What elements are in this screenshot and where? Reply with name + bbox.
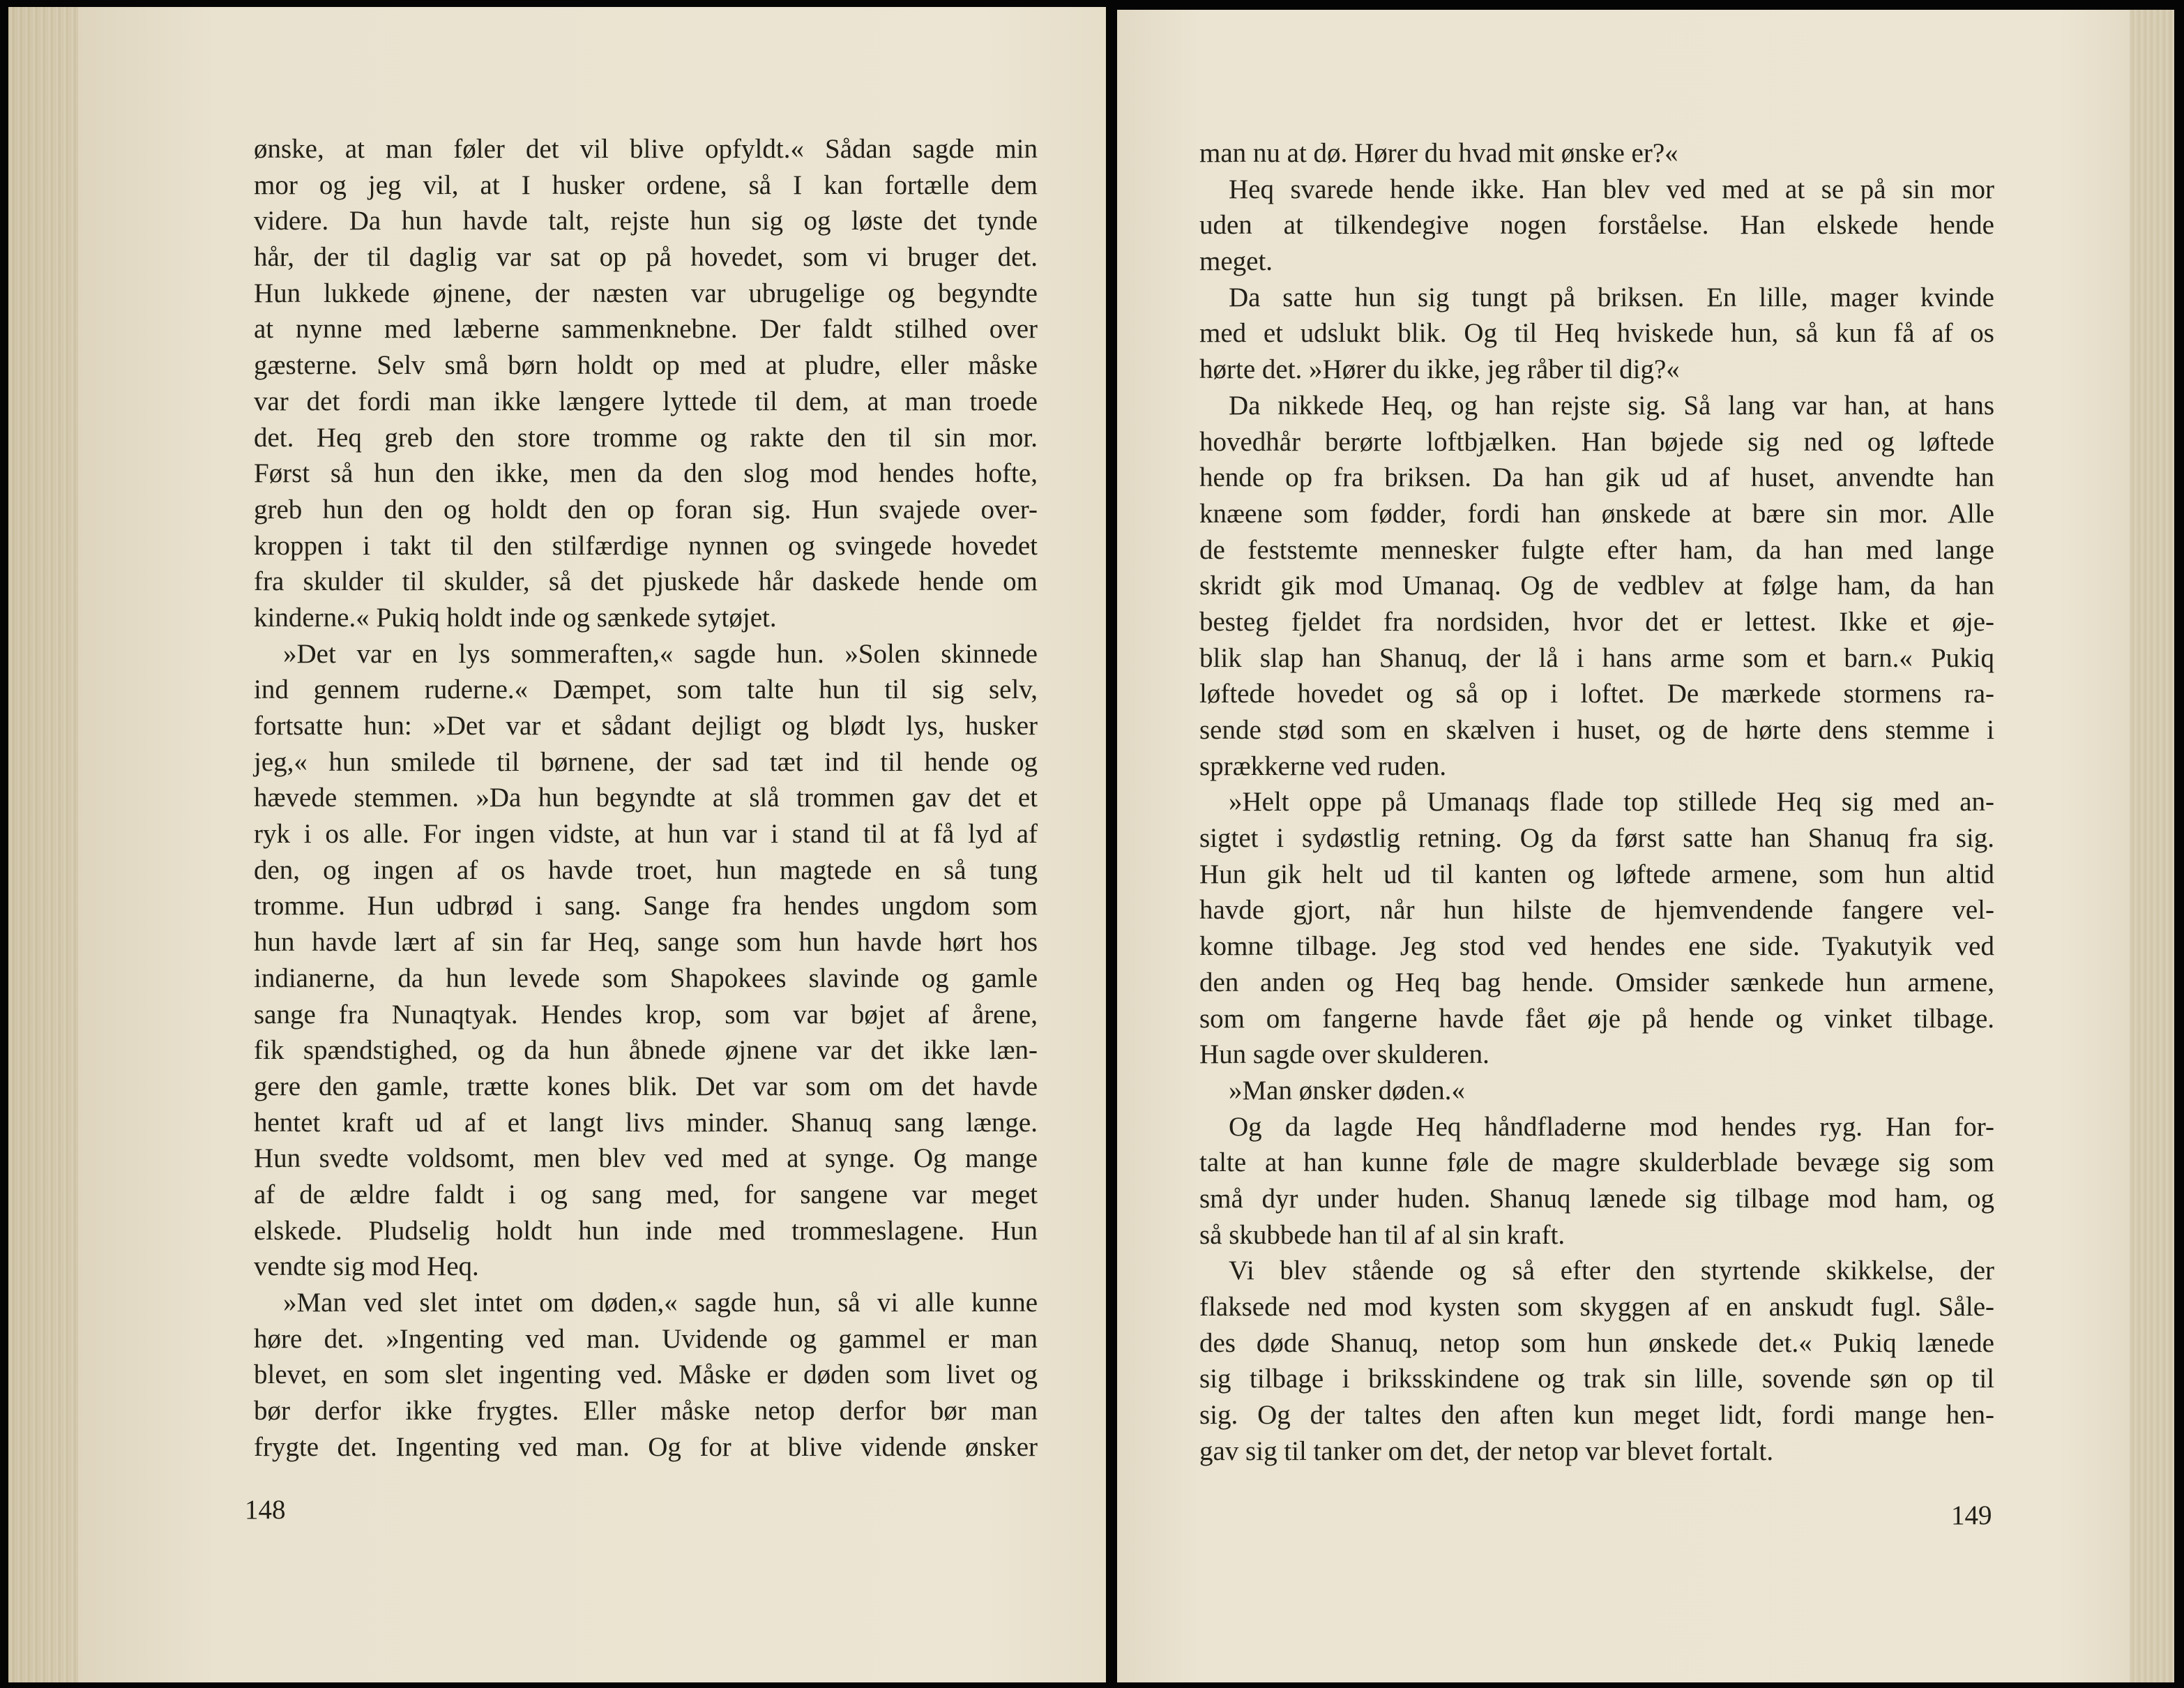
text-line: indianerne, da hun levede som Shapokees slavinde og gamle xyxy=(254,963,1038,993)
text-line: »Man ved slet intet om døden,« sagde hun, så vi alle kunne xyxy=(283,1288,1038,1318)
text-line: frygte det. Ingenting ved man. Og for at blive vidende ønsker xyxy=(254,1431,1038,1462)
text-line: fik spændstighed, og da hun åbnede øjnene var det ikke læn- xyxy=(254,1035,1038,1066)
text-line: Hun gik helt ud til kanten og løftede armene, som hun altid xyxy=(1199,859,1994,889)
text-line: »Helt oppe på Umanaqs flade top stillede Heq sig med an- xyxy=(1229,787,1994,817)
text-line: »Det var en lys sommeraften,« sagde hun. »Solen skinnede xyxy=(283,638,1038,669)
text-line: besteg fjeldet fra nordsiden, hvor det er lettest. Ikke et øje- xyxy=(1199,606,1994,637)
text-line: skridt gik mod Umanaq. Og de vedblev at følge ham, da han xyxy=(1199,571,1994,601)
text-line: gav sig til tanker om det, der netop var blevet fortalt. xyxy=(1199,1435,1774,1466)
text-line: hun havde lært af sin far Heq, sange som hun havde hørt hos xyxy=(254,927,1038,958)
left-page-text xyxy=(254,131,1038,1465)
text-line: hævede stemmen. »Da hun begyndte at slå trommen gav det et xyxy=(254,783,1038,813)
text-line: des døde Shanuq, netop som hun ønskede det.« Pukiq lænede xyxy=(1199,1327,1994,1358)
text-line: Og da lagde Heq håndfladerne mod hendes ryg. Han for- xyxy=(1229,1111,1994,1142)
right-page-number: 149 xyxy=(1951,1500,1992,1530)
text-line: som om fangerne havde fået øje på hende og vinket tilbage. xyxy=(1199,1003,1994,1034)
text-line: de feststemte mennesker fulgte efter ham, da han med lange xyxy=(1199,534,1994,565)
text-line: flaksede ned mod kysten som skyggen af en anskudt fugl. Såle- xyxy=(1199,1292,1994,1322)
text-line: det. Heq greb den store tromme og rakte den til sin mor. xyxy=(254,422,1038,453)
page-edge xyxy=(2130,10,2174,1682)
text-line: høre det. »Ingenting ved man. Uvidende og gammel er man xyxy=(254,1323,1038,1354)
text-line: hentet kraft ud af et langt livs minder. Shanuq sang længe. xyxy=(254,1107,1038,1138)
text-line: elskede. Pludselig holdt hun inde med trommeslagene. Hun xyxy=(254,1215,1038,1246)
text-line: hende op fra briksen. Da han gik ud af huset, anvendte han xyxy=(1199,462,1994,493)
text-line: sende stød som en skælven i huset, og de hørte dens stemme i xyxy=(1199,715,1994,745)
text-line: fra skulder til skulder, så det pjuskede hår daskede hende om xyxy=(254,566,1038,597)
text-line: Hun sagde over skulderen. xyxy=(1199,1039,1489,1070)
text-line: gere den gamle, trætte kones blik. Det var som om det havde xyxy=(254,1071,1038,1101)
text-line: gæsterne. Selv små børn holdt op med at pludre, eller måske xyxy=(254,350,1038,381)
text-line: sig. Og der taltes den aften kun meget lidt, fordi mange hen- xyxy=(1199,1400,1994,1431)
text-line: små dyr under huden. Shanuq lænede sig tilbage mod ham, og xyxy=(1199,1183,1994,1214)
text-line: mor og jeg vil, at I husker ordene, så I kan fortælle dem xyxy=(254,169,1038,200)
text-line: jeg,« hun smilede til børnene, der sad tæt ind til hende og xyxy=(254,746,1038,777)
text-line: talte at han kunne føle de magre skulderblade bevæge sig som xyxy=(1199,1147,1994,1178)
text-line: den anden og Heq bag hende. Omsider sænkede hun armene, xyxy=(1199,967,1994,997)
text-line: man nu at dø. Hører du hvad mit ønske er?« xyxy=(1199,138,1678,168)
text-line: kinderne.« Pukiq holdt inde og sænkede sytøjet. xyxy=(254,602,777,633)
text-line: meget. xyxy=(1199,246,1273,277)
text-line: Hun svedte voldsomt, men blev ved med at synge. Og mange xyxy=(254,1143,1038,1174)
page-edge xyxy=(8,7,78,1682)
text-line: Først så hun den ikke, men da den slog mod hendes hofte, xyxy=(254,458,1038,489)
text-line: sig tilbage i briksskindene og trak sin lille, sovende søn op til xyxy=(1199,1364,1994,1394)
text-line: Da nikkede Heq, og han rejste sig. Så lang var han, at hans xyxy=(1229,390,1994,421)
text-line: knæene som fødder, fordi han ønskede at bære sin mor. Alle xyxy=(1199,498,1994,529)
right-page-text xyxy=(1199,135,1994,1469)
text-line: af de ældre faldt i og sang med, for sangene var meget xyxy=(254,1179,1038,1210)
right-page xyxy=(1117,10,2174,1682)
text-line: at nynne med læberne sammenknebne. Der faldt stilhed over xyxy=(254,314,1038,345)
text-line: fortsatte hun: »Det var et sådant dejligt og blødt lys, husker xyxy=(254,711,1038,741)
text-line: ønske, at man føler det vil blive opfyldt.« Sådan sagde min xyxy=(254,134,1038,164)
text-line: Da satte hun sig tungt på briksen. En lille, mager kvinde xyxy=(1229,282,1994,312)
text-line: sprækkerne ved ruden. xyxy=(1199,751,1447,781)
text-line: ryk i os alle. For ingen vidste, at hun var i stand til at få lyd af xyxy=(254,819,1038,850)
text-line: »Man ønsker døden.« xyxy=(1229,1075,1466,1106)
text-line: med et udslukt blik. Og til Heq hviskede hun, så kun få af os xyxy=(1199,318,1994,349)
text-line: sigtet i sydøstlig retning. Og da først satte han Shanuq fra sig. xyxy=(1199,823,1994,854)
text-line: greb hun den og holdt den op foran sig. Hun svajede over- xyxy=(254,494,1038,525)
text-line: ind gennem ruderne.« Dæmpet, som talte hun til sig selv, xyxy=(254,675,1038,705)
text-line: blik slap han Shanuq, der lå i hans arme som et barn.« Pukiq xyxy=(1199,642,1994,673)
left-page xyxy=(8,7,1106,1682)
text-line: Vi blev stående og så efter den styrtende skikkelse, der xyxy=(1229,1256,1994,1286)
left-page-number: 148 xyxy=(245,1495,286,1525)
text-line: Heq svarede hende ikke. Han blev ved med at se på sin mor xyxy=(1229,174,1994,204)
text-line: hår, der til daglig var sat op på hovedet, som vi bruger det. xyxy=(254,242,1038,273)
text-line: vendte sig mod Heq. xyxy=(254,1251,479,1282)
text-line: kroppen i takt til den stilfærdige nynnen og svingede hovedet xyxy=(254,530,1038,561)
text-line: løftede hovedet og så op i loftet. De mærkede stormens ra- xyxy=(1199,679,1994,709)
text-line: komne tilbage. Jeg stod ved hendes ene side. Tyakutyik ved xyxy=(1199,931,1994,962)
text-line: hørte det. »Hører du ikke, jeg råber til dig?« xyxy=(1199,354,1680,385)
text-line: videre. Da hun havde talt, rejste hun sig og løste det tynde xyxy=(254,206,1038,236)
text-line: blevet, en som slet ingenting ved. Måske er døden som livet og xyxy=(254,1359,1038,1390)
text-line: sange fra Nunaqtyak. Hendes krop, som var bøjet af årene, xyxy=(254,999,1038,1030)
text-line: Hun lukkede øjnene, der næsten var ubrugelige og begyndte xyxy=(254,278,1038,308)
text-line: var det fordi man ikke længere lyttede til dem, at man troede xyxy=(254,386,1038,416)
text-line: uden at tilkendegive nogen forståelse. Han elskede hende xyxy=(1199,210,1994,241)
text-line: tromme. Hun udbrød i sang. Sange fra hendes ungdom som xyxy=(254,891,1038,921)
text-line: hovedhår berørte loftbjælken. Han bøjede sig ned og løftede xyxy=(1199,426,1994,457)
text-line: den, og ingen af os havde troet, hun magtede en så tung xyxy=(254,854,1038,885)
text-line: så skubbede han til af al sin kraft. xyxy=(1199,1219,1565,1250)
text-line: havde gjort, når hun hilste de hjemvendende fangere vel- xyxy=(1199,895,1994,926)
text-line: bør derfor ikke frygtes. Eller måske netop derfor bør man xyxy=(254,1396,1038,1426)
